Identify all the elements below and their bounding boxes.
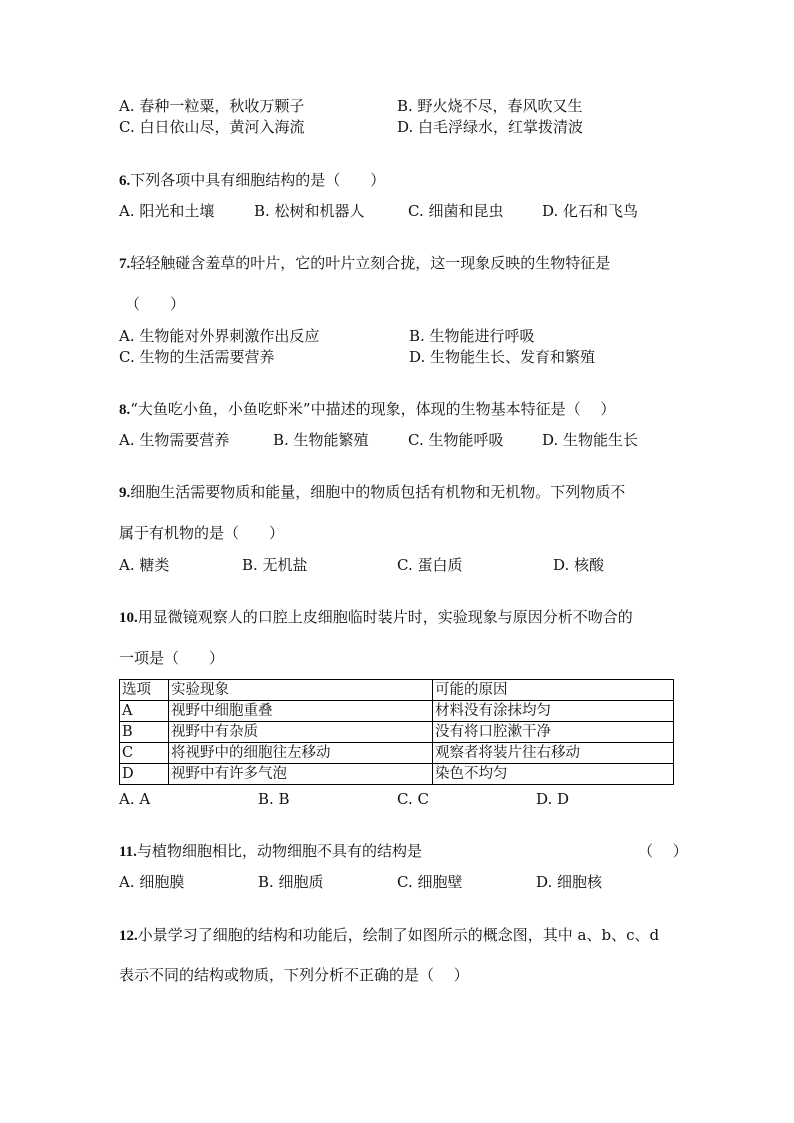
q11-option-a: A. 细胞膜 [119,873,185,891]
table-row [120,743,674,764]
q9-option-c: C. 蛋白质 [397,556,463,574]
q11-option-d: D. 细胞核 [536,873,603,891]
q9-option-a: A. 糖类 [119,556,170,574]
q6-option-a: A. 阳光和土壤 [119,202,215,220]
q11-text: 与植物细胞相比，动物细胞不具有的结构是 [136,842,422,860]
table-row [120,764,674,785]
q9-stem-line2: 属于有机物的是（ ） [119,524,285,542]
q7-text: 轻轻触碰含羞草的叶片，它的叶片立刻合拢，这一现象反映的生物特征是 [130,254,611,272]
q10-text: 用显微镜观察人的口腔上皮细胞临时装片时，实验现象与原因分析不吻合的 [137,608,633,626]
q7-option-c: C. 生物的生活需要营养 [119,348,275,366]
table-cell: 观察者将装片往右移动 [433,743,674,764]
table-cell: 没有将口腔漱干净 [433,722,674,743]
q6-option-b: B. 松树和机器人 [254,202,365,220]
q8-option-b: B. 生物能繁殖 [273,431,369,449]
q10-stem-line1 [119,607,633,628]
q12-stem-line2: 表示不同的结构或物质，下列分析不正确的是（ ） [119,966,469,984]
q8-option-a: A. 生物需要营养 [119,431,230,449]
q5-option-c: C. 白日依山尽，黄河入海流 [119,118,305,136]
q11-option-c: C. 细胞壁 [397,873,463,891]
table-cell: 材料没有涂抹均匀 [433,701,674,722]
table-header-cell: 实验现象 [169,680,433,701]
table-cell: 将视野中的细胞往左移动 [169,743,433,764]
table-cell: A [120,701,169,722]
table-cell: B [120,722,169,743]
q7-stem-line2: （ ） [125,295,186,313]
q11-option-b: B. 细胞质 [258,873,324,891]
table-header-row [120,680,674,701]
q10-number: 10. [119,610,138,626]
q5-option-a: A. 春种一粒粟，秋收万颗子 [119,97,305,115]
q7-option-d: D. 生物能生长、发育和繁殖 [409,348,596,366]
q10-table [119,679,674,785]
q7-option-b: B. 生物能进行呼吸 [409,327,535,345]
q10-option-d: D. D [536,790,570,808]
q9-stem-line1 [119,482,625,503]
q6-number: 6. [119,173,131,189]
q10-option-a: A. A [119,790,151,808]
table-cell: 视野中细胞重叠 [169,701,433,722]
q9-number: 9. [119,485,131,501]
q9-text: 细胞生活需要物质和能量，细胞中的物质包括有机物和无机物。下列物质不 [130,483,626,501]
q5-option-d: D. 白毛浮绿水，红掌拨清波 [397,118,584,136]
q11-stem [119,841,422,862]
q7-option-a: A. 生物能对外界刺激作出反应 [119,327,320,345]
table-row [120,722,674,743]
q6-stem [119,170,385,191]
q8-option-d: D. 生物能生长 [542,431,639,449]
table-cell: C [120,743,169,764]
q8-stem [119,399,615,420]
q10-option-b: B. B [258,790,290,808]
table-cell: D [120,764,169,785]
q11-number: 11. [119,844,137,860]
table-cell: 视野中有杂质 [169,722,433,743]
q8-number: 8. [119,402,131,418]
q6-option-d: D. 化石和飞鸟 [542,202,639,220]
table-cell: 染色不均匀 [433,764,674,785]
q6-text: 下列各项中具有细胞结构的是（ ） [130,171,386,189]
q9-option-d: D. 核酸 [553,556,605,574]
table-header-cell: 选项 [120,680,169,701]
q8-option-c: C. 生物能呼吸 [408,431,504,449]
table-row [120,701,674,722]
q5-option-b: B. 野火烧不尽，春风吹又生 [397,97,583,115]
q12-text: 小景学习了细胞的结构和功能后，绘制了如图所示的概念图，其中 a、b、c、d [137,926,660,944]
q9-option-b: B. 无机盐 [242,556,308,574]
q6-option-c: C. 细菌和昆虫 [408,202,504,220]
q7-number: 7. [119,256,131,272]
q12-number: 12. [119,928,138,944]
table-cell: 视野中有许多气泡 [169,764,433,785]
table-header-cell: 可能的原因 [433,680,674,701]
q8-text: “大鱼吃小鱼，小鱼吃虾米”中描述的现象，体现的生物基本特征是（ ） [130,400,616,418]
q7-stem-line1 [119,253,610,274]
q10-stem-line2: 一项是（ ） [119,649,225,667]
q11-answer-bracket: （ ） [638,842,688,860]
q10-option-c: C. C [397,790,429,808]
q12-stem-line1 [119,925,659,946]
